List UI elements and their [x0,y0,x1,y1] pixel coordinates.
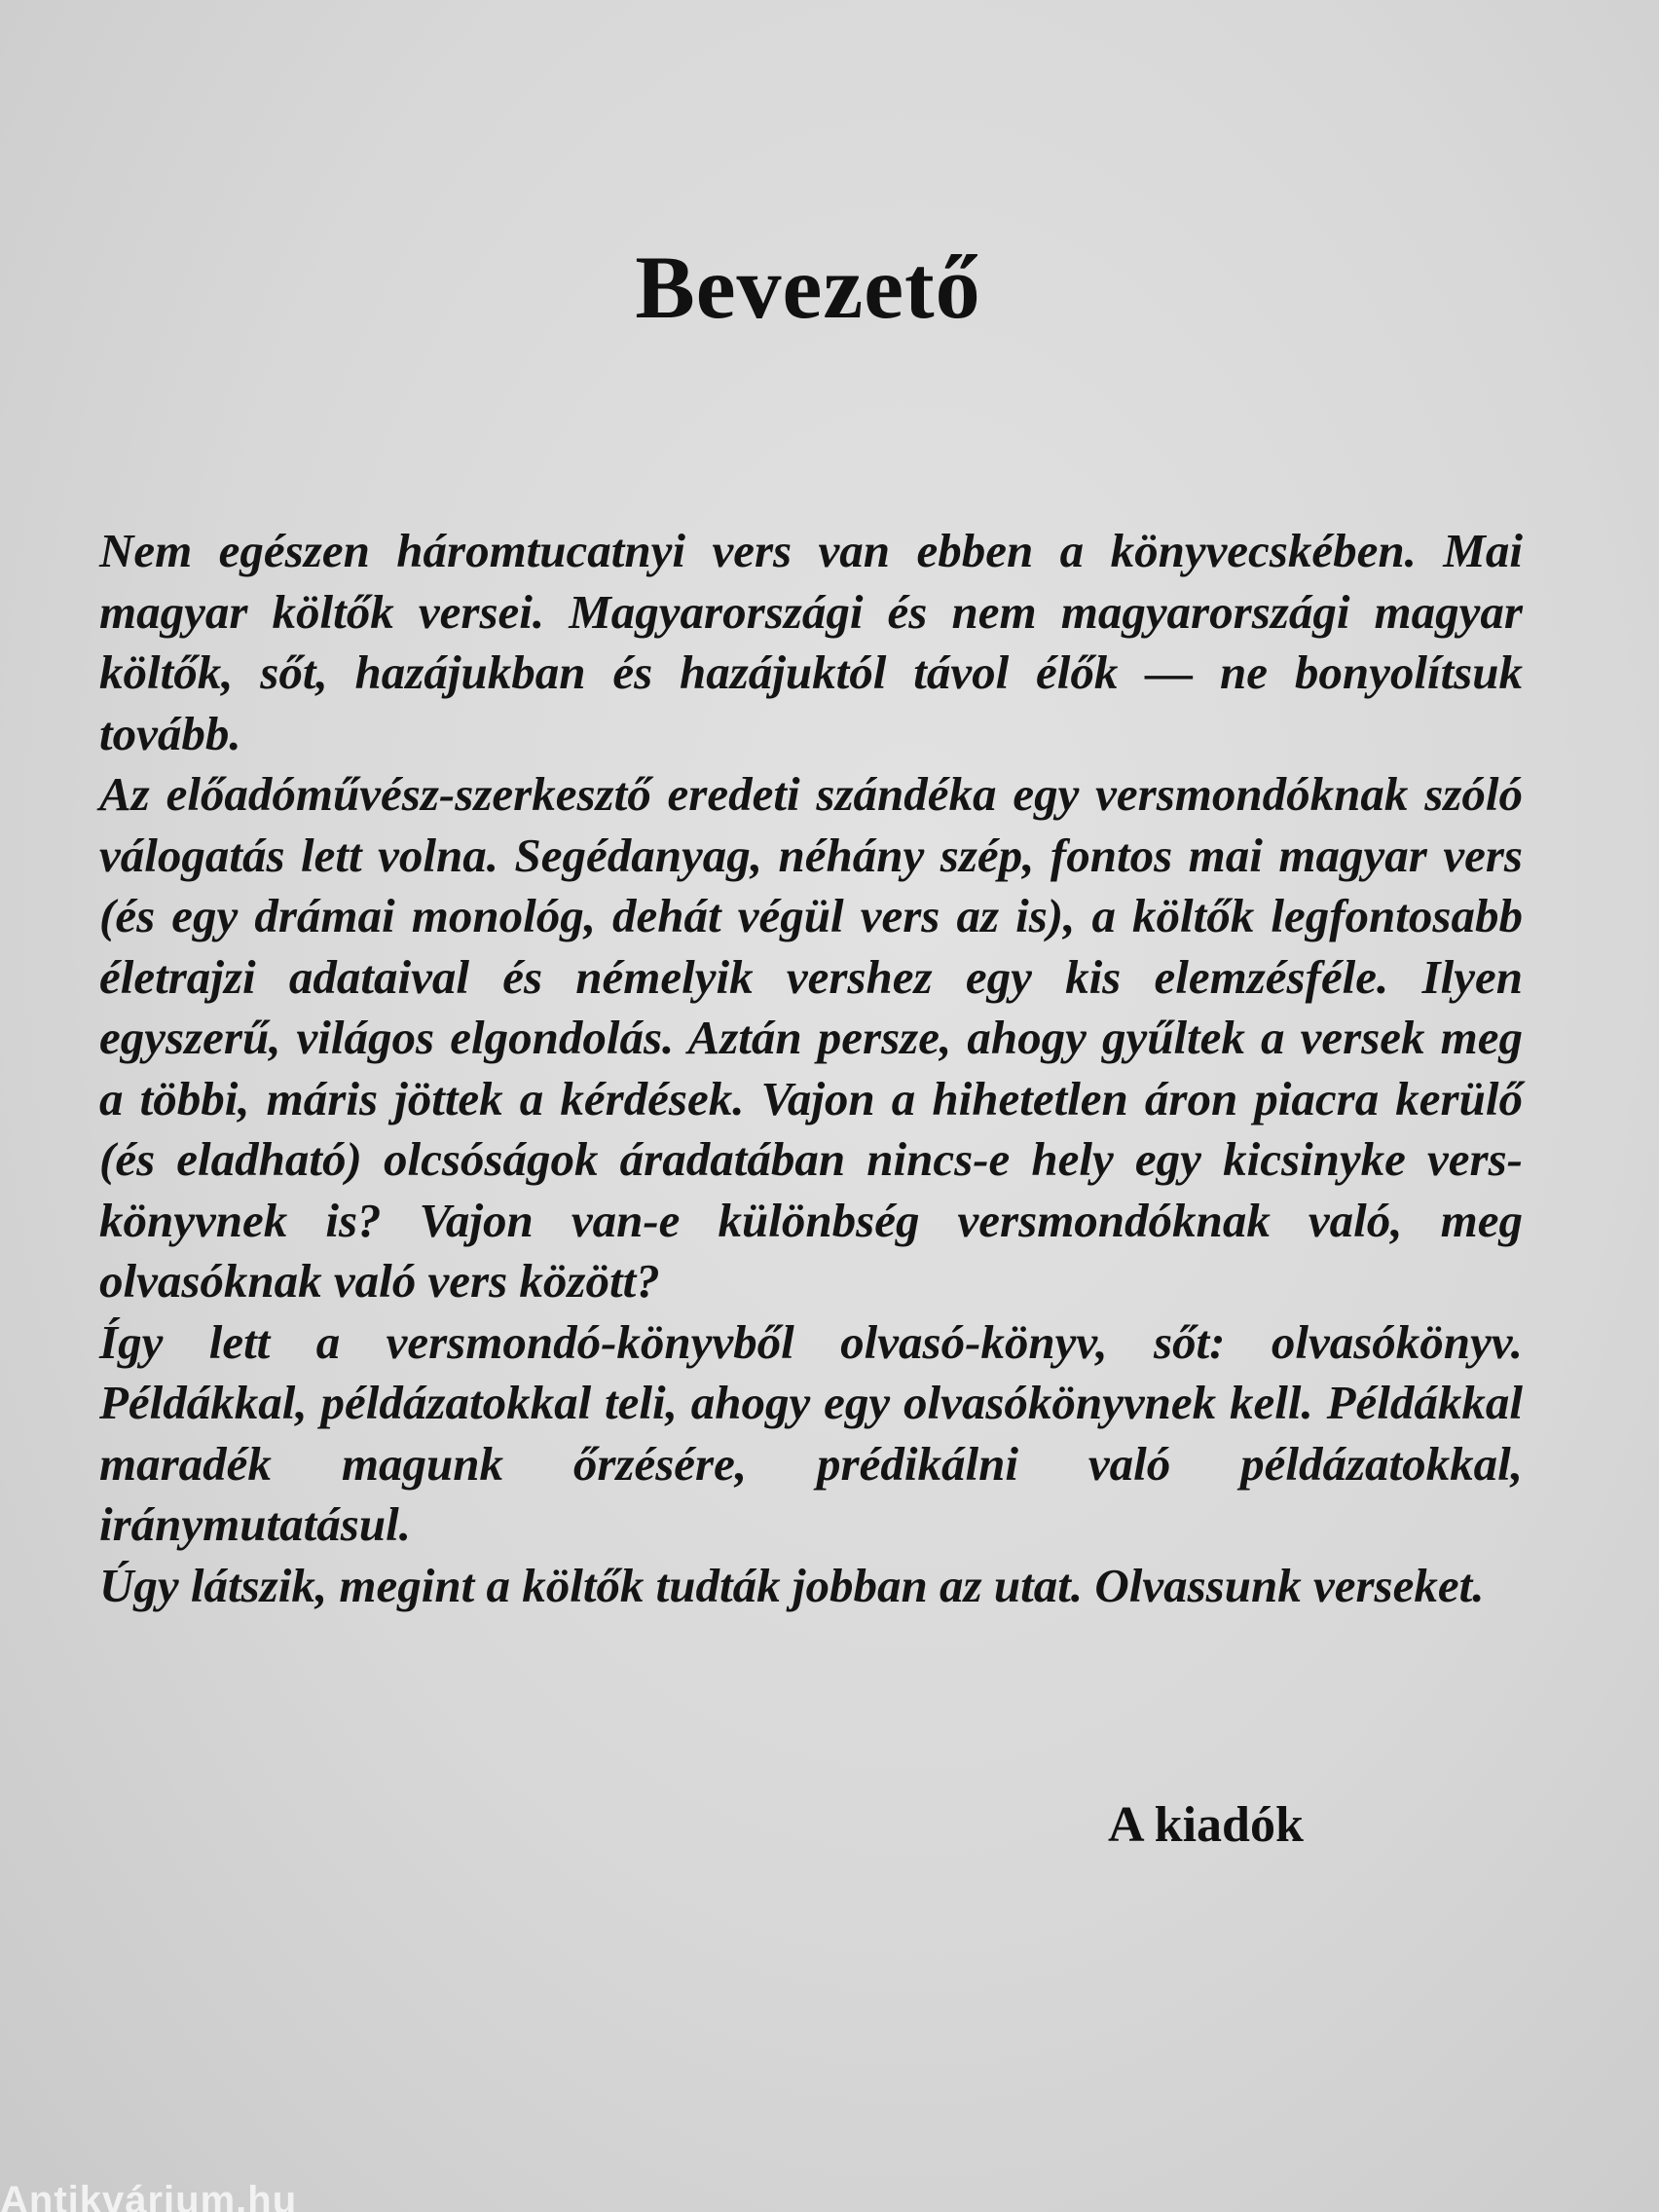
paragraph-3: Így lett a versmondó-könyvből olvasó-könyv, sőt: olvasókönyv. Példákkal, példázatokkal teli, ahogy egy olvasókönyvnek kell. Példákkal maradék magunk őrzésére, prédikálni való példázatokkal, iránymutatásul. [99,1314,1523,1551]
page-title: Bevezető [635,237,981,337]
watermark: Antikvárium.hu [0,2179,298,2212]
signature: A kiadók [1108,1797,1304,1853]
paragraph-1: Nem egészen háromtucatnyi vers van ebben a könyvecskében. Mai magyar költők versei. Magyarországi és nem magyarországi magyar költők, sőt, hazájukban és hazájuktól távol élők — ne bonyolítsuk tovább. [99,524,1523,760]
paragraph-4: Úgy látszik, megint a költők tudták jobban az utat. Olvassunk verseket. [99,1558,1485,1612]
paragraph-2: Az előadóművész-szerkesztő eredeti szándéka egy versmondóknak szóló válogatás lett volna. Segédanyag, néhány szép, fontos mai magyar vers (és egy drámai monológ, dehát végül vers az is), a költők legfontosabb életrajzi adataival és némelyik vershez egy kis elemzésféle. Ilyen egyszerű, világos elgondolás. Aztán persze, ahogy gyűltek a versek meg a többi, máris jöttek a kérdések. Vajon a hihetetlen áron piacra kerülő (és eladható) olcsóságok áradatában nincs-e hely egy kicsinyke vers-könyvnek is? Vajon van-e különbség versmondóknak való, meg olvasóknak való vers között? [99,767,1523,1308]
body-text [99,521,1523,1616]
